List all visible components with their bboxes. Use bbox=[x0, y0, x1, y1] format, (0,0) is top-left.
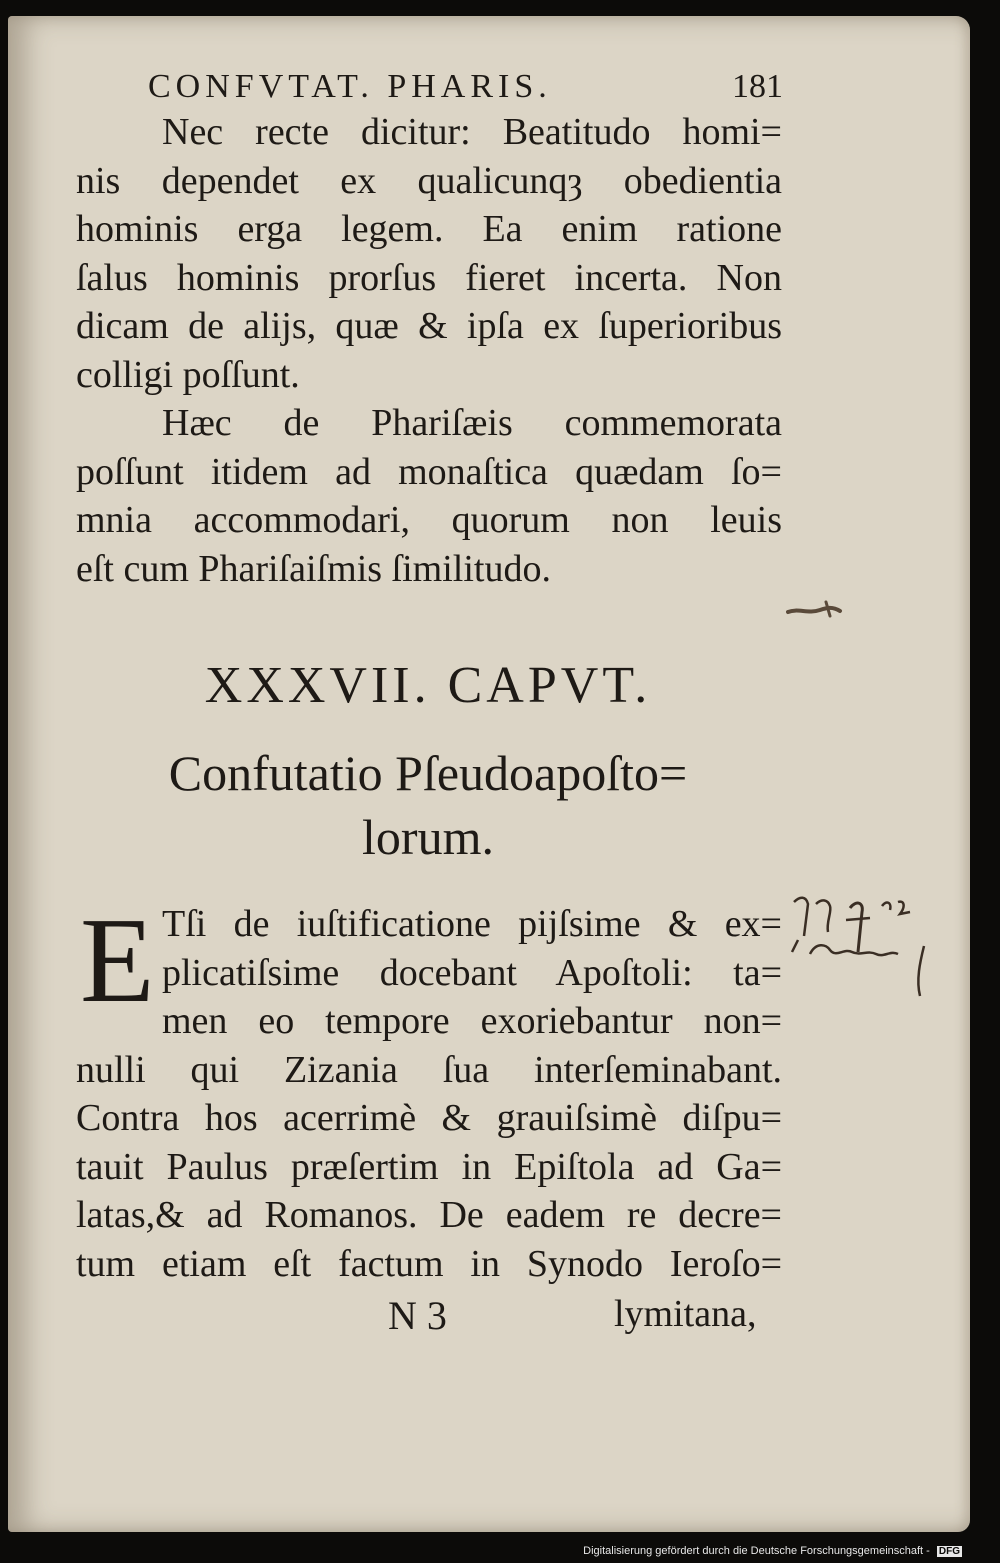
text-line: Nec recte dicitur: Beatitudo homi= bbox=[162, 111, 782, 153]
digitization-credit bbox=[583, 1545, 962, 1557]
page-number: 181 bbox=[732, 68, 783, 105]
text-line: ſalus hominis prorſus fieret incerta. Non bbox=[76, 256, 782, 299]
handwritten-marginal-note bbox=[786, 892, 946, 1002]
text-line: tauit Paulus præſertim in Epiſtola ad Ga= bbox=[76, 1145, 782, 1188]
drop-capital: E bbox=[80, 893, 155, 1028]
chapter-subtitle-line-1: Confutatio Pſeudoapoſto= bbox=[168, 745, 688, 801]
text-line: men eo tempore exoriebantur non= bbox=[162, 1000, 782, 1042]
paragraph-3 bbox=[76, 893, 782, 1288]
text-line: eſt cum Phariſaiſmis ſimilitudo. bbox=[76, 547, 551, 590]
paragraph-1 bbox=[76, 108, 782, 399]
paragraph-2 bbox=[76, 399, 782, 593]
catchword: lymitana, bbox=[614, 1293, 757, 1335]
text-line: Hæc de Phariſæis commemorata bbox=[162, 402, 782, 444]
text-line: nulli qui Zizania ſua interſeminabant. bbox=[76, 1048, 782, 1091]
text-line: poſſunt itidem ad monaſtica quædam ſo= bbox=[76, 450, 782, 493]
marginal-ink-mark bbox=[786, 598, 848, 620]
text-line: Contra hos acerrimè & grauiſsimè diſpu= bbox=[76, 1097, 782, 1139]
running-title: CONFVTAT. PHARIS. bbox=[148, 68, 552, 105]
book-page bbox=[8, 16, 970, 1532]
signature-mark: N 3 bbox=[388, 1293, 447, 1338]
text-line: mnia accommodari, quorum non leuis bbox=[76, 499, 782, 541]
text-line: tum etiam eſt factum in Synodo Ieroſo= bbox=[76, 1242, 782, 1285]
text-line: Tſi de iuſtificatione pijſsime & ex= bbox=[162, 903, 782, 945]
text-line: latas,& ad Romanos. De eadem re decre= bbox=[76, 1194, 782, 1236]
text-line: colligi poſſunt. bbox=[76, 353, 300, 396]
text-line: dicam de alijs, quæ & ipſa ex ſuperioribus bbox=[76, 305, 782, 347]
dfg-logo: DFG bbox=[938, 1546, 960, 1557]
chapter-heading: XXXVII. CAPVT. bbox=[204, 657, 652, 714]
text-line: plicatiſsime docebant Apoſtoli: ta= bbox=[162, 951, 782, 994]
text-line: nis dependet ex qualicunqȝ obedientia bbox=[76, 159, 782, 202]
chapter-subtitle-line-2: lorum. bbox=[362, 809, 494, 865]
credit-text: Digitalisierung gefördert durch die Deutsche Forschungsgemeinschaft - bbox=[583, 1545, 930, 1557]
text-line: hominis erga legem. Ea enim ratione bbox=[76, 208, 782, 250]
